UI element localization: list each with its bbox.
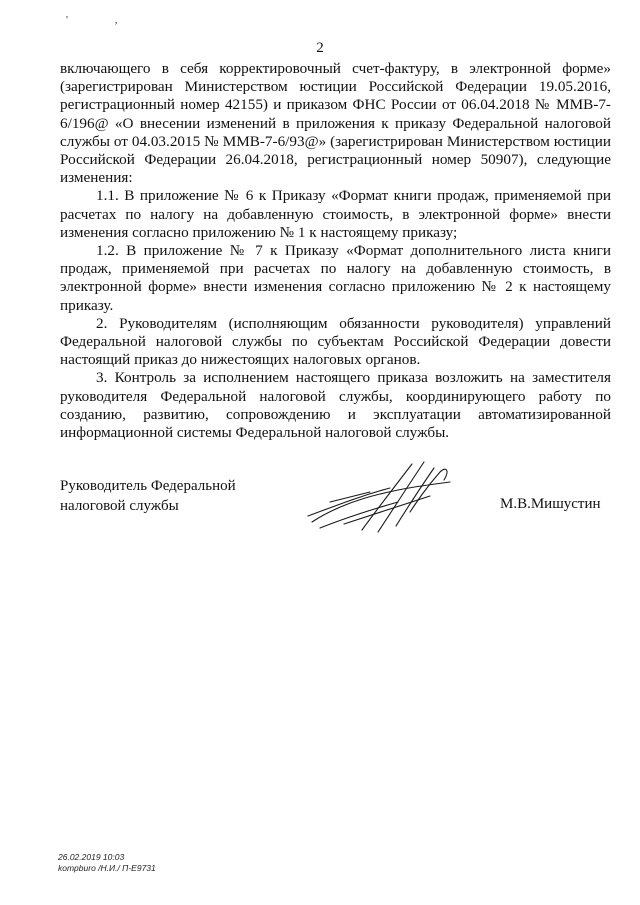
signatory-name: М.В.Мишустин [500, 496, 601, 512]
document-body [60, 60, 611, 442]
paragraph-3: 3. Контроль за исполнением настоящего приказа возложить на заместителя руководителя Федеральной налоговой службы, координирующего работу по созданию, развитию, сопровождению и эксплуатации автоматизированной информационной системы Федеральной налоговой службы. [60, 369, 611, 442]
handwritten-signature [300, 452, 470, 538]
paragraph-1-2: 1.2. В приложение № 7 к Приказу «Формат дополнительного листа книги продаж, применяемой при расчетах по налогу на добавленную стоимость, в электронной форме» внести изменения согласно приложению № 2 к настоящему приказу. [60, 242, 611, 314]
page-number: 2 [316, 40, 324, 56]
paragraph-intro-continuation: включающего в себя корректировочный счет-фактуру, в электронной форме» (зарегистрирован Министерством юстиции Российской Федерации 19.05.2016, регистрационный номер 42155) и приказом ФНС России от 06.04.2018 № ММВ-7-6/196@ «О внесении изменений в приложения к приказу Федеральной налоговой службы от 04.03.2015 № ММВ-7-6/93@» (зарегистрирован Министерством юстиции Российской Федерации 26.04.2018, регистрационный номер 50907), следующие изменения: [60, 60, 611, 187]
signatory-title [60, 476, 236, 516]
footer-file-path: kompburo /Н.И./ П-Е9731 [58, 863, 156, 873]
signatory-title-line1: Руководитель Федеральной [60, 478, 236, 494]
document-footer [58, 852, 156, 874]
paragraph-1-1: 1.1. В приложение № 6 к Приказу «Формат книги продаж, применяемой при расчетах по налогу на добавленную стоимость, в электронной форме» внести изменения согласно приложению № 1 к настоящему приказу; [60, 187, 611, 241]
signatory-title-line2: налоговой службы [60, 498, 179, 514]
footer-timestamp: 26.02.2019 10:03 [58, 852, 125, 862]
scan-corner-marks: ' , [66, 14, 140, 26]
paragraph-2: 2. Руководителям (исполняющим обязанности руководителя) управлений Федеральной налоговой службы по субъектам Российской Федерации довести настоящий приказ до нижестоящих налоговых органов. [60, 314, 611, 369]
